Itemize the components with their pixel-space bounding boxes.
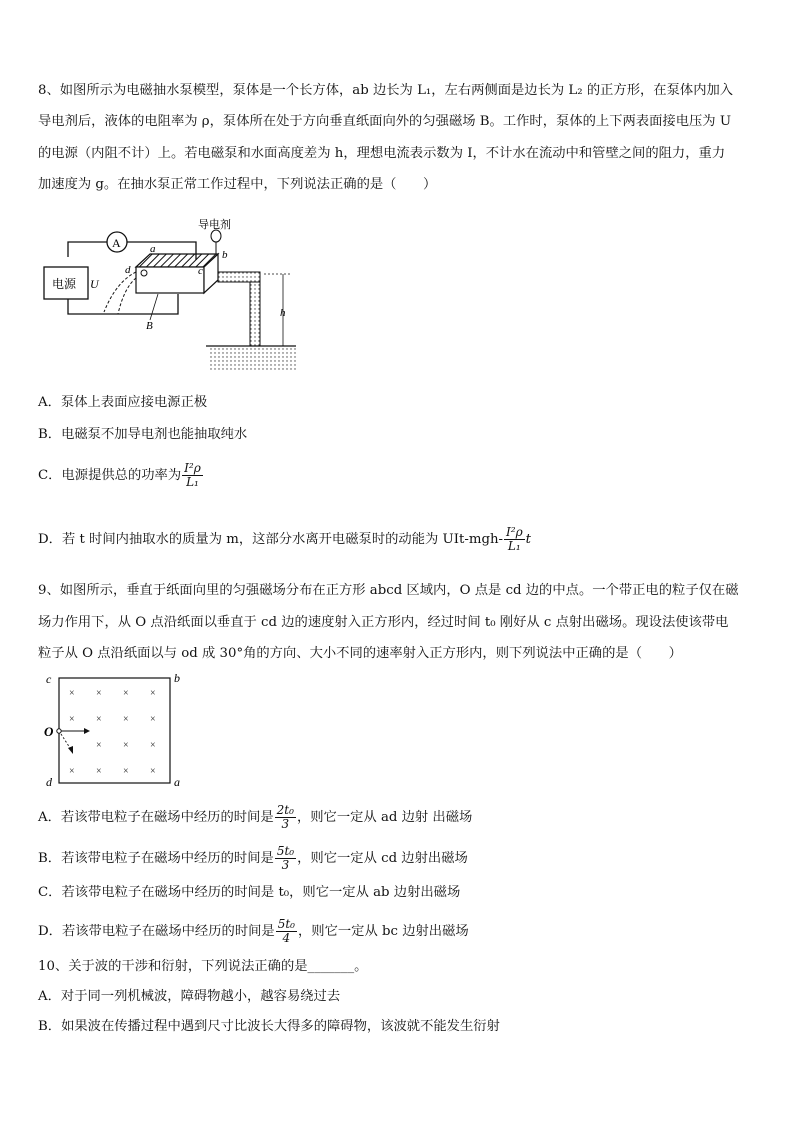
conductive-agent-label: 导电剂 (198, 219, 231, 231)
svg-text:×: × (96, 688, 102, 699)
q9-a-fraction: $\frac{\text{2t₀}}{3}$ (276, 803, 294, 831)
point-O: O (44, 724, 54, 739)
q9-line-2: 场力作用下，从 O 点沿纸面以垂直于 cd 边的速度射入正方形内，经过时间 t₀ 刚好从 c 点射出磁场。现设法使该带电 (38, 615, 729, 630)
q8-line-4: 加速度为 g。在抽水泵正常工作过程中，下列说法正确的是（ ） (38, 177, 437, 192)
q9-option-a: A．若该带电粒子在磁场中经历的时间是 $\frac{\text{2t₀}}{3}$ ，则它一定从 ad 边射 出磁场 (38, 803, 473, 831)
svg-text:×: × (123, 714, 129, 725)
svg-text:×: × (69, 688, 75, 699)
label-h: h (280, 307, 286, 319)
svg-text:×: × (96, 740, 102, 751)
field-crosses (69, 688, 156, 777)
q9-line-1: 9、如图所示，垂直于纸面向里的匀强磁场分布在正方形 abcd 区域内，O 点是 cd 边的中点。一个带正电的粒子仅在磁 (38, 583, 739, 598)
svg-text:×: × (96, 766, 102, 777)
svg-text:×: × (96, 714, 102, 725)
svg-text:×: × (69, 766, 75, 777)
label-a: a (150, 243, 156, 255)
label-c: c (198, 265, 203, 277)
q9-line-3: 粒子从 O 点沿纸面以与 od 成 30°角的方向、大小不同的速率射入正方形内，则下列说法中正确的是（ ） (38, 646, 682, 661)
svg-text:×: × (150, 766, 156, 777)
svg-text:×: × (123, 766, 129, 777)
q9-option-c: C．若该带电粒子在磁场中经历的时间是 t₀，则它一定从 ab 边射出磁场 (38, 885, 461, 900)
q8-option-c: C．电源提供总的功率为 $\frac{\text{I²ρ}}{\text{L₁}}$ (38, 461, 201, 489)
svg-text:×: × (150, 740, 156, 751)
label-b: b (222, 249, 228, 261)
corner-b: b (174, 671, 180, 685)
label-B: B (146, 320, 153, 332)
svg-text:×: × (150, 688, 156, 699)
q8-d-fraction: $\frac{\text{I²ρ}}{\text{L₁}}$ (506, 525, 523, 553)
corner-d: d (46, 775, 52, 789)
q10-option-b: B．如果波在传播过程中遇到尺寸比波长大得多的障碍物，该波就不能发生衍射 (38, 1019, 500, 1034)
corner-c: c (46, 672, 52, 686)
q8-option-d: D．若 t 时间内抽取水的质量为 m，这部分水离开电磁泵时的动能为 UIt-mgh- $\frac{\text{I²ρ}}{\text{L₁}}$ t (38, 525, 531, 553)
power-source-label: 电源 (52, 277, 77, 291)
q8-option-a: A．泵体上表面应接电源正极 (38, 395, 208, 410)
pump-figure (38, 212, 308, 377)
q10-stem: 10、关于波的干涉和衍射，下列说法正确的是_______。 (38, 959, 368, 974)
q10-option-a: A．对于同一列机械波，障碍物越小，越容易绕过去 (38, 989, 341, 1004)
q9-option-d: D．若该带电粒子在磁场中经历的时间是 $\frac{\text{5t₀}}{4}$ ，则它一定从 bc 边射出磁场 (38, 917, 469, 945)
voltage-label: U (90, 277, 99, 291)
q8-line-1: 8、如图所示为电磁抽水泵模型，泵体是一个长方体，ab 边长为 L₁，左右两侧面是边长为 L₂ 的正方形，在泵体内加入 (38, 83, 734, 98)
water-ground (208, 347, 296, 371)
label-d: d (125, 264, 131, 276)
q9-b-fraction: $\frac{\text{5t₀}}{3}$ (276, 844, 295, 872)
corner-a: a (174, 775, 180, 789)
q8-line-2: 导电剂后，液体的电阻率为 ρ，泵体所在处于方向垂直纸面向外的匀强磁场 B。工作时，泵体的上下两表面接电压为 U (38, 114, 732, 129)
q9-d-fraction: $\frac{\text{5t₀}}{4}$ (277, 917, 295, 945)
q8-c-fraction: $\frac{\text{I²ρ}}{\text{L₁}}$ (184, 461, 201, 489)
q9-option-b: B．若该带电粒子在磁场中经历的时间是 $\frac{\text{5t₀}}{3}$ ，则它一定从 cd 边射出磁场 (38, 844, 468, 872)
svg-text:×: × (69, 714, 75, 725)
svg-text:×: × (123, 740, 129, 751)
magnetic-field-figure (38, 668, 198, 793)
q8-option-b: B．电磁泵不加导电剂也能抽取纯水 (38, 427, 248, 442)
svg-text:×: × (123, 688, 129, 699)
svg-text:×: × (150, 714, 156, 725)
q8-line-3: 的电源（内阻不计）上。若电磁泵和水面高度差为 h，理想电流表示数为 I，不计水在流动中和管壁之间的阻力，重力 (38, 146, 726, 161)
ammeter-label: A (112, 236, 121, 250)
